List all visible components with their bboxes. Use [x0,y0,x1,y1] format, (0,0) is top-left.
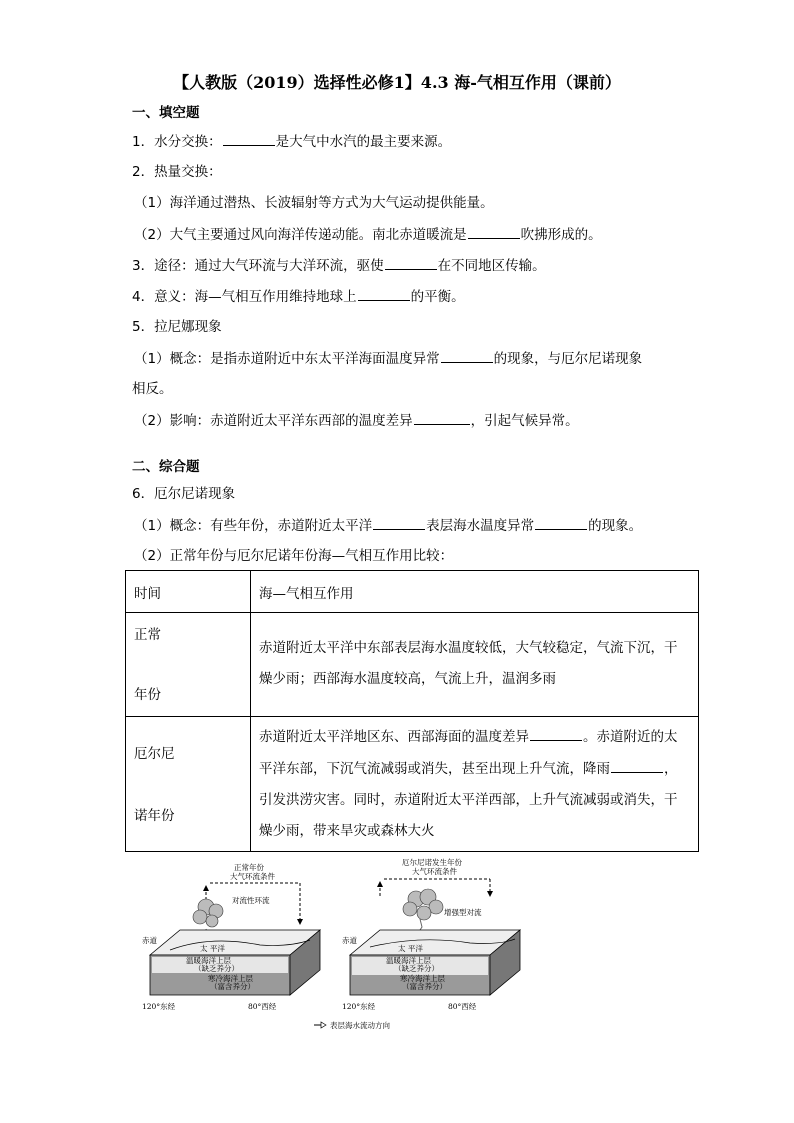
figure-legend [314,1020,390,1030]
table-cell-elnino-text [251,717,699,852]
elnino-circulation-label: 增强型对流 [444,908,482,917]
answer-blank[interactable] [223,131,275,146]
elnino-line-4: 燥少雨，带来旱灾或森林大火 [259,823,435,839]
normal-ocean-label: 太 平洋 [200,944,225,953]
cloud-icon [403,889,443,920]
section1-heading: 一、填空题 [132,105,200,121]
walker-circulation-figure [140,855,540,1035]
elnino-line2-end: ， [664,761,678,777]
label-normal-2: 年份 [134,687,161,703]
question-4 [132,286,465,307]
page-title: 【人教版（2019）选择性必修1】4.3 海-气相互作用（课前） [173,73,621,92]
question-5-part1 [134,348,642,369]
legend-label: 表层海水流动方向 [330,1021,390,1030]
question-2-part2 [134,224,602,245]
answer-blank[interactable] [530,726,582,741]
label-elnino-1: 厄尔尼 [134,746,175,762]
table-header-interaction: 海—气相互作用 [251,571,699,613]
elnino-line2-text: 平洋东部，下沉气流减弱或消失，甚至出现上升气流，降雨 [259,761,610,777]
table-row-normal [126,613,699,717]
answer-blank[interactable] [535,515,587,530]
label-normal-1: 正常 [134,627,161,643]
q1-text: 1．水分交换： [132,134,222,150]
elnino-line-1 [259,726,690,747]
normal-warm-label-2: （缺乏养分） [194,964,239,973]
elnino-line1-text: 赤道附近太平洋地区东、西部海面的温度差异 [259,729,529,745]
elnino-title-2: 大气环流条件 [412,867,457,876]
elnino-warm-label-2: （缺乏养分） [394,964,439,973]
elnino-ocean-label: 太 平洋 [398,944,423,953]
cloud-icon [193,899,223,927]
question-6-head: 6．厄尔尼诺现象 [132,486,236,502]
q6p1-text-c: 的现象。 [588,518,643,534]
normal-lon-east: 80°西经 [248,1002,277,1011]
elnino-lon-west: 120°东经 [342,1002,376,1011]
question-6-part2: （2）正常年份与厄尔尼诺年份海—气相互作用比较： [134,548,454,564]
normal-circulation-label: 对流性环流 [232,896,270,905]
normal-line-1: 赤道附近太平洋中东部表层海水温度较低，大气较稳定，气流下沉，干 [259,640,678,656]
q2p2-text-end: 吹拂形成的。 [520,227,602,243]
normal-warm-label-1: 温暖海洋上层 [186,956,231,965]
normal-year-panel [142,862,320,1011]
q4-text-end: 的平衡。 [410,289,465,305]
q5p2-text-end: ，引起气候异常。 [470,413,579,429]
q6p1-text-b: 表层海水温度异常 [426,518,535,534]
q3-text: 3．途径：通过大气环流与大洋环流，驱使 [132,258,384,274]
elnino-lon-east: 80°西经 [448,1002,477,1011]
elnino-line-3: 引发洪涝灾害。同时，赤道附近太平洋西部，上升气流减弱或消失，干 [259,792,678,808]
answer-blank[interactable] [441,348,493,363]
section2-heading: 二、综合题 [132,459,200,475]
answer-blank[interactable] [414,410,470,425]
normal-line-2: 燥少雨；西部海水温度较高，气流上升，温润多雨 [259,671,556,687]
table-cell-normal-text [251,613,699,717]
flow-arrow-icon [321,1022,326,1028]
q3-text-end: 在不同地区传输。 [437,258,546,274]
table-header-time: 时间 [126,571,251,613]
normal-equator-label: 赤道 [142,936,157,945]
elnino-warm-label-1: 温暖海洋上层 [386,956,431,965]
q5p1-text: （1）概念：是指赤道附近中东太平洋海面温度异常 [134,351,440,367]
comparison-table [125,570,699,852]
q4-text: 4．意义：海—气相互作用维持地球上 [132,289,357,305]
answer-blank[interactable] [385,255,437,270]
question-1 [132,131,451,152]
question-5-head: 5．拉尼娜现象 [132,319,222,335]
q6p1-text-a: （1）概念：有些年份，赤道附近太平洋 [134,518,373,534]
question-3 [132,255,546,276]
answer-blank[interactable] [468,224,520,239]
answer-blank[interactable] [358,286,410,301]
table-cell-elnino-label [126,717,251,852]
normal-lon-west: 120°东经 [142,1002,176,1011]
normal-cold-label-1: 寒冷海洋上层 [208,974,253,983]
elnino-cold-label-2: （富含养分） [402,982,447,991]
question-2-part1: （1）海洋通过潜热、长波辐射等方式为大气运动提供能量。 [134,195,494,211]
q5p1-text-end: 的现象，与厄尔尼诺现象 [493,351,643,367]
question-2-head: 2．热量交换： [132,164,222,180]
elnino-line-2 [259,758,690,779]
table-row-elnino [126,717,699,852]
table-header-row [126,571,699,613]
normal-title-2: 大气环流条件 [230,872,275,881]
question-5-part2 [134,410,579,431]
table-cell-normal-label [126,613,251,717]
elnino-equator-label: 赤道 [342,936,357,945]
question-6-part1 [134,515,642,536]
elnino-year-panel [342,857,520,1011]
normal-title-1: 正常年份 [234,863,264,872]
elnino-title-1: 厄尔尼诺发生年份 [402,858,462,867]
q1-text-end: 是大气中水汽的最主要来源。 [275,134,452,150]
q5p2-text: （2）影响：赤道附近太平洋东西部的温度差异 [134,413,413,429]
elnino-line1-end: 。赤道附近的太 [583,729,678,745]
normal-cold-label-2: （富含养分） [210,982,255,991]
answer-blank[interactable] [373,515,425,530]
elnino-cold-label-1: 寒冷海洋上层 [400,974,445,983]
label-elnino-2: 诺年份 [134,808,175,824]
question-5-part1-cont: 相反。 [132,381,173,397]
answer-blank[interactable] [611,758,663,773]
q2p2-text: （2）大气主要通过风向海洋传递动能。南北赤道暖流是 [134,227,467,243]
